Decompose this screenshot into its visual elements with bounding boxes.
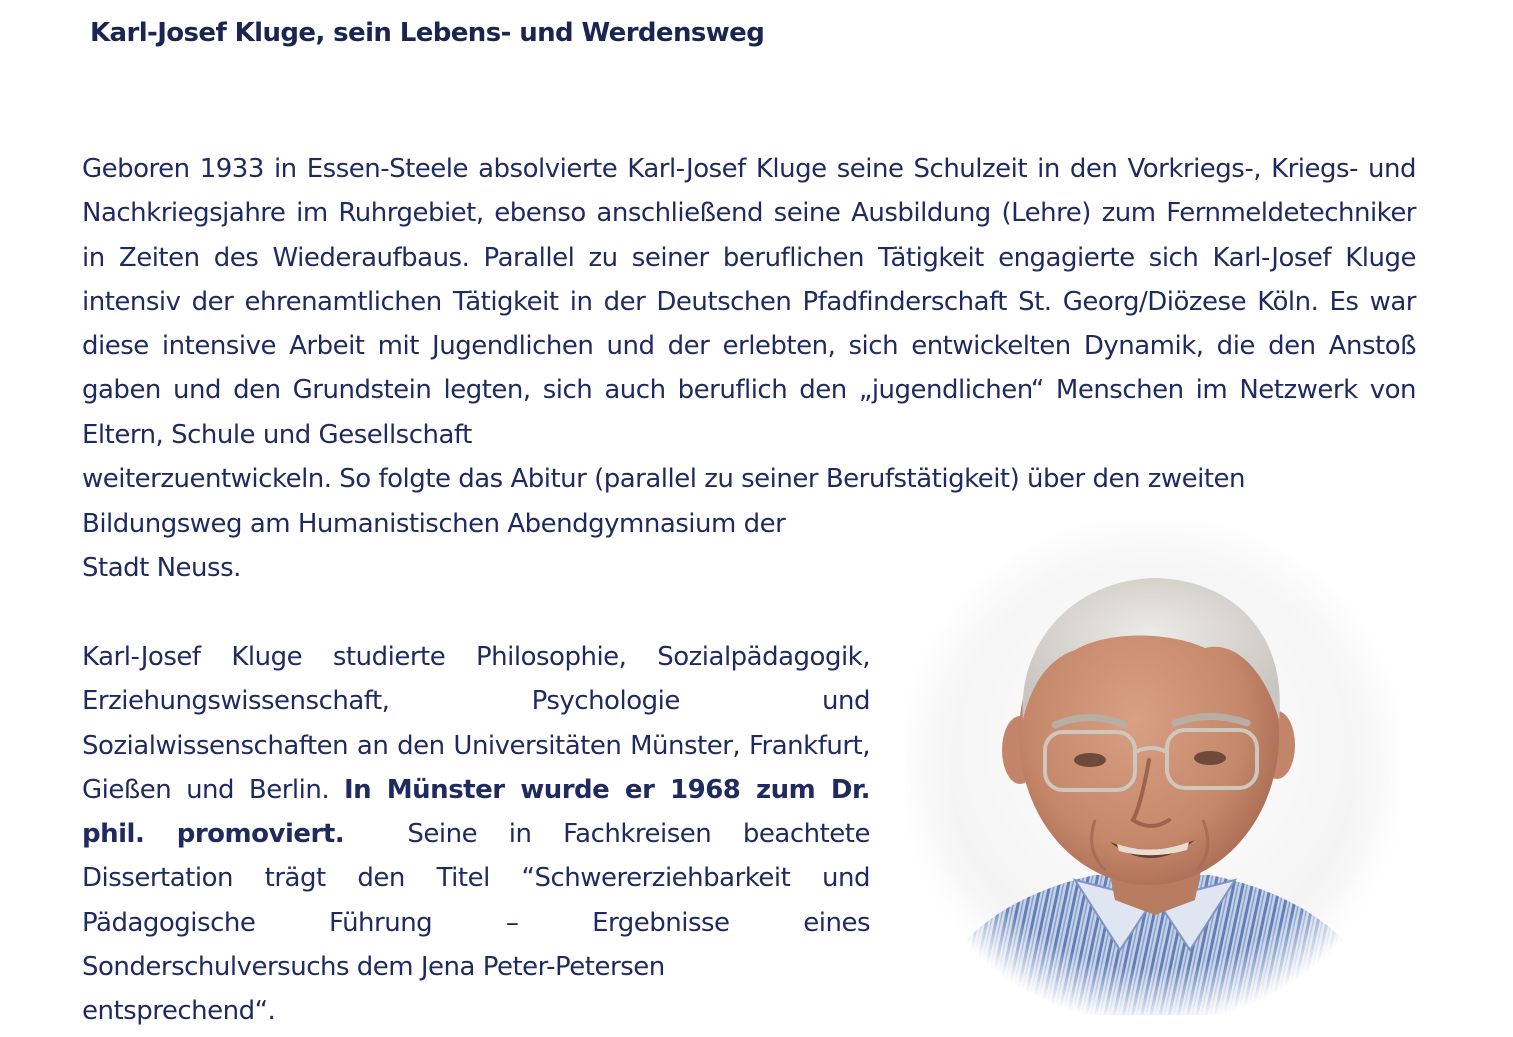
biography-paragraph-1-text: Geboren 1933 in Essen-Steele absolvierte Karl-Josef Kluge seine Schulzeit in den Vorkriegs-, Kriegs- und Nachkriegsjahre im Ruhrgebiet, ebenso anschließend seine Ausbildung (Lehre) zum Fernmeldetechniker in Zeiten des Wiederaufbaus. Parallel zu seiner beruflichen Tätigkeit engagierte sich Karl-Josef Kluge intensiv der ehrenamtlichen Tätigkeit in der Deutschen Pfadfinderschaft St. Georg/Diözese Köln. Es war diese intensive Arbeit mit Jugendlichen und der erlebten, sich entwickelten Dynamik, die den Anstoß gaben und den Grundstein legten, sich auch beruflich den „jugendlichen“ Menschen im Netzwerk von Eltern, Schule und Gesellschaft [82, 154, 1416, 450]
biography-paragraph-1-continued [82, 502, 870, 591]
portrait-photo [905, 520, 1400, 1015]
biography-paragraph-2-end: entsprechend“. [82, 996, 276, 1027]
biography-paragraph-1-end: Stadt Neuss. [82, 553, 241, 584]
page-title: Karl-Josef Kluge, sein Lebens- und Werdensweg [90, 18, 765, 48]
biography-paragraph-2-rest: Seine in Fachkreisen beachtete Dissertation trägt den Titel “Schwererziehbarkeit und Pädagogische Führung – Ergebnisse eines Sonderschulversuchs dem Jena Peter-Petersen [82, 819, 870, 983]
biography-paragraph-1-continued-text: Bildungsweg am Humanistischen Abendgymnasium der [82, 509, 786, 539]
biography-paragraph-2-bold: In Münster wurde er 1968 zum Dr. phil. promoviert. [82, 774, 870, 850]
biography-paragraph-2-intro: Karl-Josef Kluge studierte Philosophie, Sozialpädagogik, Erziehungswissenschaft, Psychologie und Sozialwissenschaften an den Universitäten Münster, Frankfurt, Gießen und Berlin. [82, 642, 870, 805]
biography-paragraph-1 [82, 147, 1416, 501]
biography-paragraph-2 [82, 635, 870, 1034]
biography-paragraph-1-last-line: weiterzuentwickeln. So folgte das Abitur (parallel zu seiner Berufstätigkeit) über den zweiten [82, 464, 1246, 495]
